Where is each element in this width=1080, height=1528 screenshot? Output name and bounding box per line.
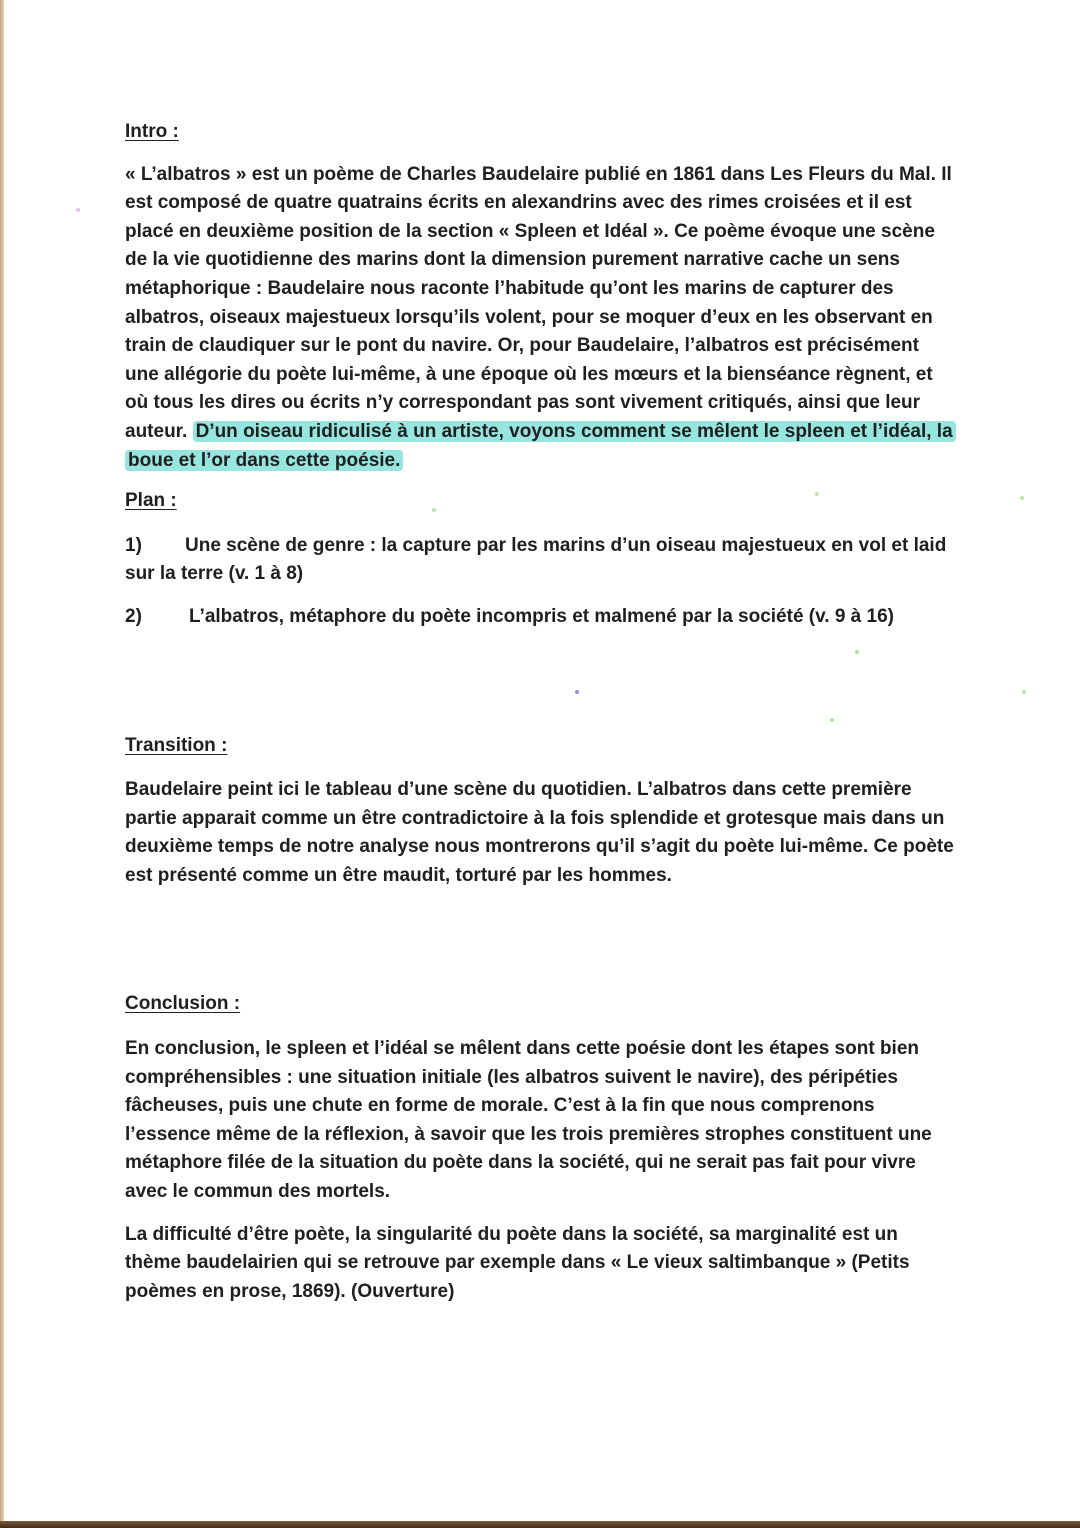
scan-speck bbox=[1022, 690, 1026, 694]
plan-item-text: Une scène de genre : la capture par les marins d’un oiseau majestueux en vol et laid sur la terre (v. 1 à 8) bbox=[125, 534, 947, 585]
plan-heading: Plan : bbox=[125, 490, 177, 512]
document-body bbox=[125, 118, 955, 1306]
plan-item-text: L’albatros, métaphore du poète incompris et malmené par la société (v. 9 à 16) bbox=[189, 605, 894, 627]
page-bottom-edge bbox=[0, 1521, 1080, 1528]
plan-item-number: 1) bbox=[125, 534, 142, 556]
transition-paragraph: Baudelaire peint ici le tableau d’une scène du quotidien. L’albatros dans cette première partie apparait comme un être contradictoire à la fois splendide et grotesque mais dans un deuxième temps de notre analyse nous montrerons qu’il s’agit du poète lui-même. Ce poète est présenté comme un être maudit, torturé par les hommes. bbox=[125, 779, 954, 886]
page-left-edge bbox=[0, 0, 4, 1528]
intro-heading: Intro : bbox=[125, 121, 179, 142]
transition-section bbox=[125, 732, 955, 891]
conclusion-paragraph: En conclusion, le spleen et l’idéal se mêlent dans cette poésie dont les étapes sont bien compréhensibles : une situation initiale (les albatros suivent le navire), des péripéties fâcheuses, puis une chute en forme de morale. C’est à la fin que nous comprenons l’essence même de la réflexion, à savoir que les trois premières strophes constituent une métaphore filée de la situation du poète dans la société, qui ne serait pas fait pour vivre avec le commun des mortels. bbox=[125, 1038, 932, 1203]
transition-heading: Transition : bbox=[125, 734, 228, 756]
highlighted-problematic: D’un oiseau ridiculisé à un artiste, voyons comment se mêlent le spleen et l’idéal, la boue et l’or dans cette poésie. bbox=[125, 421, 956, 471]
plan-section bbox=[125, 487, 955, 631]
scan-speck bbox=[1020, 496, 1024, 500]
scan-speck bbox=[76, 208, 80, 212]
plan-item-number: 2) bbox=[125, 605, 142, 627]
conclusion-heading: Conclusion : bbox=[125, 993, 241, 1015]
plan-item-2 bbox=[125, 603, 955, 632]
intro-paragraph bbox=[125, 161, 955, 476]
opening-paragraph: La difficulté d’être poète, la singularité du poète dans la société, sa marginalité est un thème baudelairien qui se retrouve par exemple dans « Le vieux saltimbanque » (Petits poèmes en prose, 1869). (Ouverture) bbox=[125, 1223, 910, 1302]
intro-text: « L’albatros » est un poème de Charles Baudelaire publié en 1861 dans Les Fleurs du Mal. Il est composé de quatre quatrains écrits en alexandrins avec des rimes croisées et il est placé en deuxième position de la section « Spleen et Idéal ». Ce poème évoque une scène de la vie quotidienne des marins dont la dimension purement narrative cache un sens métaphorique : Baudelaire nous raconte l’habitude qu’ont les marins de capturer des albatros, oiseaux majestueux lorsqu’ils volent, pour se moquer d’eux en les observant en train de claudiquer sur le pont du navire. Or, pour Baudelaire, l’albatros est précisément une allégorie du poète lui-même, à une époque où les mœurs et la bienséance règnent, et où tous les dires ou écrits n’y correspondant pas sont vivement critiqués, ainsi que leur auteur. bbox=[125, 163, 952, 442]
plan-item-1 bbox=[125, 532, 955, 589]
conclusion-section bbox=[125, 990, 955, 1306]
intro-section bbox=[125, 118, 955, 475]
